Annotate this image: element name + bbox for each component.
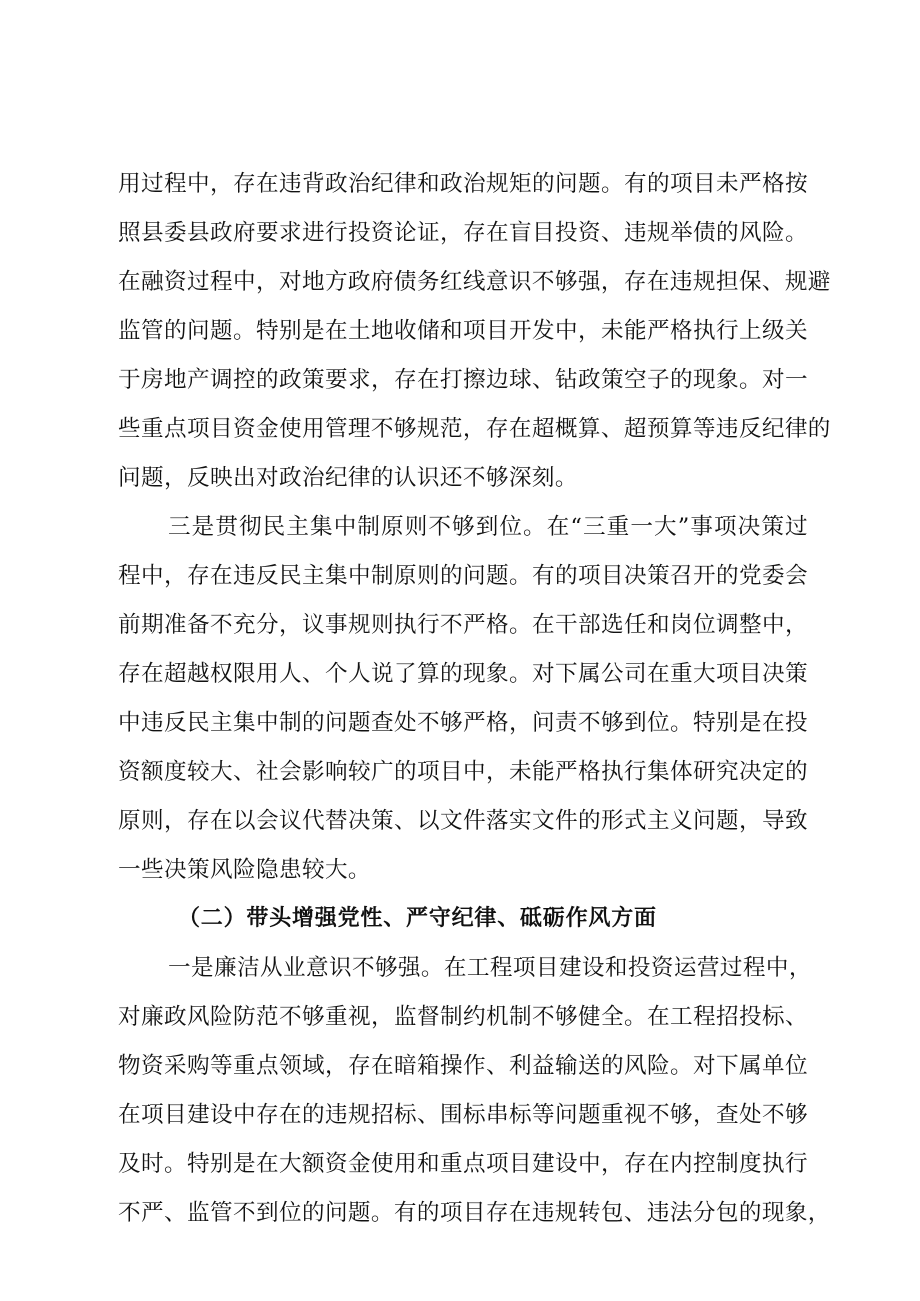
paragraph-line-21: 及时。特别是在大额资金使用和重点项目建设中，存在内控制度执行 (118, 1151, 808, 1177)
paragraph-line-14: 原则，存在以会议代替决策、以文件落实文件的形式主义问题，导致 (118, 808, 808, 834)
paragraph-line-22: 不严、监管不到位的问题。有的项目存在违规转包、违法分包的现象， (118, 1200, 831, 1226)
paragraph-line-7: 问题，反映出对政治纪律的认识还不够深刻。 (118, 465, 578, 491)
paragraph-line-15: 一些决策风险隐患较大。 (118, 857, 371, 883)
paragraph-line-8: 三是贯彻民主集中制原则不够到位。在“三重一大”事项决策过 (168, 514, 808, 540)
paragraph-line-11: 存在超越权限用人、个人说了算的现象。对下属公司在重大项目决策 (118, 661, 808, 687)
paragraph-line-1: 用过程中，存在违背政治纪律和政治规矩的问题。有的项目未严格按 (118, 171, 808, 197)
paragraph-line-12: 中违反民主集中制的问题查处不够严格，问责不够到位。特别是在投 (118, 710, 808, 736)
paragraph-line-3: 在融资过程中，对地方政府债务红线意识不够强，存在违规担保、规避 (118, 269, 831, 295)
paragraph-line-5: 于房地产调控的政策要求，存在打擦边球、钻政策空子的现象。对一 (118, 367, 808, 393)
paragraph-line-4: 监管的问题。特别是在土地收储和项目开发中，未能严格执行上级关 (118, 318, 808, 344)
paragraph-line-2: 照县委县政府要求进行投资论证，存在盲目投资、违规举债的风险。 (118, 220, 808, 246)
paragraph-line-9: 程中，存在违反民主集中制原则的问题。有的项目决策召开的党委会 (118, 563, 808, 589)
paragraph-line-19: 物资采购等重点领域，存在暗箱操作、利益输送的风险。对下属单位 (118, 1053, 808, 1079)
paragraph-line-6: 些重点项目资金使用管理不够规范，存在超概算、超预算等违反纪律的 (118, 416, 831, 442)
paragraph-line-20: 在项目建设中存在的违规招标、围标串标等问题重视不够，查处不够 (118, 1102, 808, 1128)
paragraph-line-13: 资额度较大、社会影响较广的项目中，未能严格执行集体研究决定的 (118, 759, 808, 785)
paragraph-line-10: 前期准备不充分，议事规则执行不严格。在干部选任和岗位调整中， (118, 612, 808, 638)
paragraph-line-17: 一是廉洁从业意识不够强。在工程项目建设和投资运营过程中， (168, 955, 812, 981)
section-heading: （二）带头增强党性、严守纪律、砥砺作风方面 (178, 906, 657, 931)
paragraph-line-18: 对廉政风险防范不够重视，监督制约机制不够健全。在工程招投标、 (118, 1004, 808, 1030)
